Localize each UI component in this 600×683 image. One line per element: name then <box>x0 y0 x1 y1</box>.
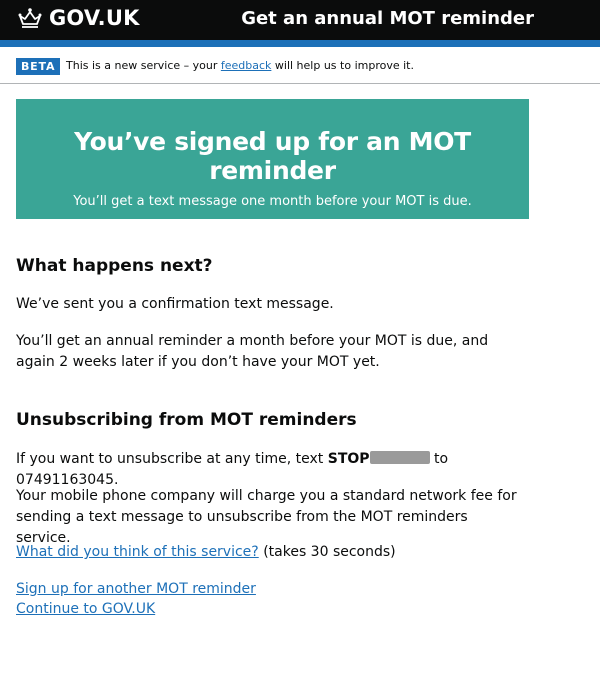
survey-link[interactable]: What did you think of this service? <box>16 544 259 560</box>
panel-body: You’ll get a text message one month before your MOT is due. <box>73 194 472 209</box>
confirmation-panel <box>16 99 529 219</box>
phase-text-after: will help us to improve it. <box>274 59 414 72</box>
govuk-logo-link[interactable] <box>17 6 140 30</box>
panel-title: You’ve signed up for an MOT reminder <box>74 127 471 185</box>
survey-suffix: (takes 30 seconds) <box>263 544 396 560</box>
survey-line <box>16 542 546 563</box>
logo-text: GOV.UK <box>49 6 140 30</box>
stop-keyword: STOP <box>327 451 370 467</box>
unsubscribe-instruction <box>16 449 546 491</box>
unsubscribe-heading: Unsubscribing from MOT reminders <box>16 410 357 430</box>
continue-line <box>16 599 546 620</box>
phase-text-before: This is a new service – your <box>66 59 218 72</box>
network-fee-paragraph: Your mobile phone company will charge you a standard network fee for sending a text message to unsubscribe from the MOT reminders service. <box>16 488 517 546</box>
continue-govuk-link[interactable]: Continue to GOV.UK <box>16 601 156 617</box>
what-happens-next-heading: What happens next? <box>16 256 213 276</box>
service-name[interactable]: Get an annual MOT reminder <box>241 8 534 29</box>
reminder-paragraph: You’ll get an annual reminder a month before your MOT is due, and again 2 weeks later if you don’t have your MOT yet. <box>16 333 489 370</box>
redacted-block <box>370 451 430 464</box>
phase-banner-text <box>66 59 414 72</box>
crown-icon <box>17 7 43 29</box>
site-header <box>0 0 600 47</box>
confirmation-paragraph: We’ve sent you a confirmation text message. <box>16 296 334 312</box>
beta-tag: BETA <box>16 58 60 75</box>
sign-up-another-link[interactable]: Sign up for another MOT reminder <box>16 581 256 597</box>
phase-banner <box>0 47 600 84</box>
sign-up-another-line <box>16 579 546 600</box>
unsubscribe-text-before: If you want to unsubscribe at any time, text <box>16 451 324 467</box>
unsubscribe-text-after: to 07491163045. <box>16 451 449 488</box>
feedback-link[interactable]: feedback <box>220 59 272 72</box>
